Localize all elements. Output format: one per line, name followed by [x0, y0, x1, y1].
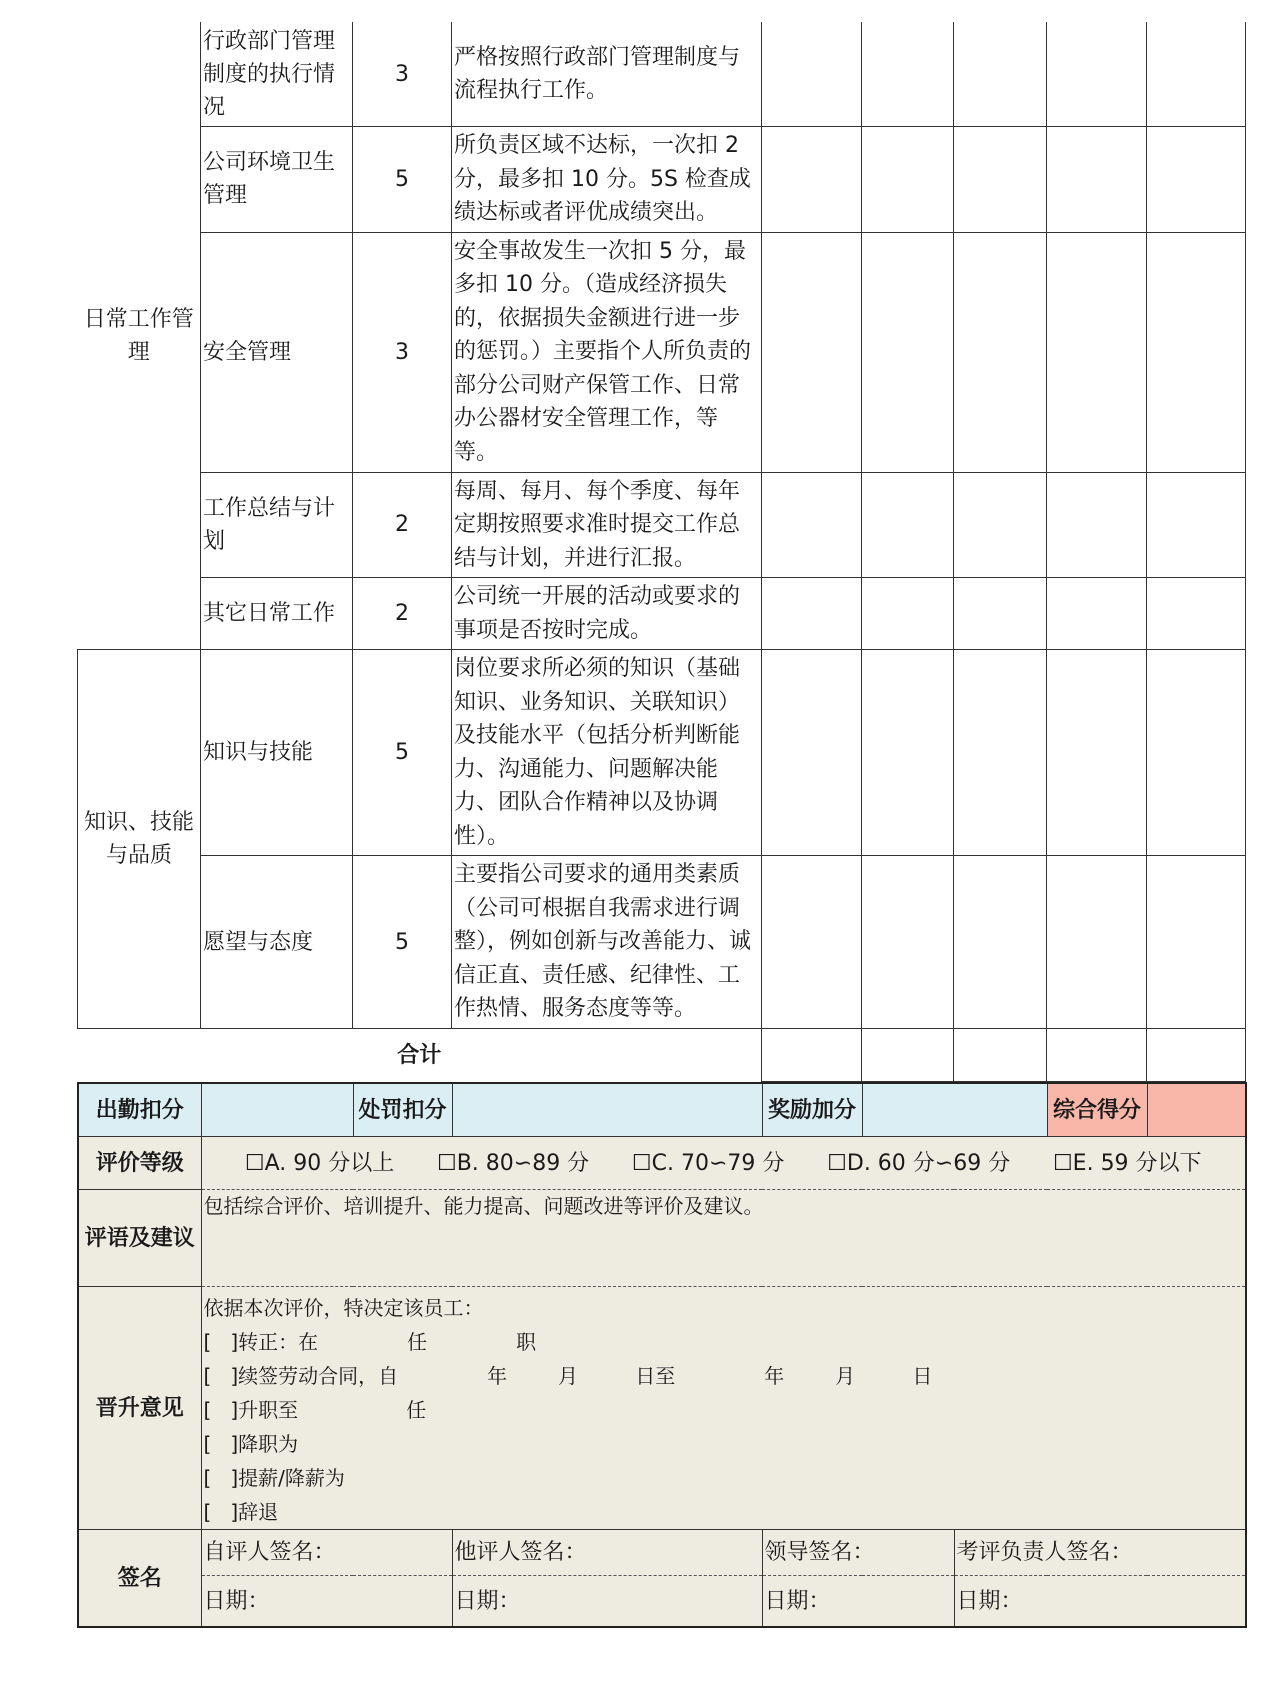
penalty-label: 处罚扣分: [353, 1083, 452, 1137]
item-score: 2: [353, 578, 452, 650]
promotion-option-dismiss[interactable]: [ ]辞退: [203, 1500, 279, 1524]
bonus-value[interactable]: [862, 1083, 1047, 1137]
item-desc: 安全事故发生一次扣 5 分，最多扣 10 分。（造成经济损失的，依据损失金额进行进一步的惩罚。）主要指个人所负责的部分公司财产保管工作、日常办公器材安全管理工作，等等。: [452, 232, 762, 472]
total-row: [78, 1029, 1246, 1082]
promotion-option-salary[interactable]: [ ]提薪/降薪为: [203, 1466, 345, 1490]
table-row: [78, 22, 1246, 127]
table-row: [78, 650, 1246, 856]
leader-sign-field[interactable]: 领导签名：: [762, 1530, 954, 1576]
item-name: 公司环境卫生管理: [201, 127, 353, 233]
score-cell[interactable]: [862, 232, 954, 472]
score-cell[interactable]: [954, 856, 1047, 1029]
item-desc: 公司统一开展的活动或要求的事项是否按时完成。: [452, 578, 762, 650]
item-name: 愿望与态度: [201, 856, 353, 1029]
total-cell[interactable]: [862, 1029, 954, 1082]
score-cell[interactable]: [862, 472, 954, 578]
grade-option-b[interactable]: ☐B. 80∽89 分: [436, 1150, 590, 1176]
leader-date-field[interactable]: 日期：: [762, 1576, 954, 1628]
score-cell[interactable]: [1047, 578, 1147, 650]
comments-hint: 包括综合评价、培训提升、能力提高、问题改进等评价及建议。: [203, 1194, 764, 1218]
grade-option-a[interactable]: ☐A. 90 分以上: [244, 1150, 395, 1176]
promotion-field: [201, 1287, 1246, 1530]
table-row: [78, 232, 1246, 472]
date-row: [78, 1576, 1246, 1628]
item-desc: 岗位要求所必须的知识（基础知识、业务知识、关联知识）及技能水平（包括分析判断能力、沟通能力、问题解决能力、团队合作精神以及协调性）。: [452, 650, 762, 856]
evaluation-table: [77, 22, 1246, 1082]
score-cell[interactable]: [954, 472, 1047, 578]
grade-row: [78, 1137, 1246, 1190]
item-score: 2: [353, 472, 452, 578]
category-daily: 日常工作管理: [78, 22, 201, 650]
score-cell[interactable]: [862, 578, 954, 650]
table-row: [78, 127, 1246, 233]
score-cell[interactable]: [762, 22, 862, 127]
comments-field[interactable]: [201, 1190, 1246, 1287]
item-name: 工作总结与计划: [201, 472, 353, 578]
score-cell[interactable]: [1047, 22, 1147, 127]
score-cell[interactable]: [1147, 127, 1246, 233]
score-cell[interactable]: [762, 472, 862, 578]
score-cell[interactable]: [1147, 856, 1246, 1029]
score-cell[interactable]: [954, 22, 1047, 127]
grade-option-c[interactable]: ☐C. 70∽79 分: [631, 1150, 785, 1176]
summary-table: [77, 1082, 1247, 1628]
overall-label: 综合得分: [1047, 1083, 1147, 1137]
attendance-value[interactable]: [201, 1083, 353, 1137]
score-cell[interactable]: [1047, 232, 1147, 472]
score-cell[interactable]: [1047, 856, 1147, 1029]
total-cell[interactable]: [1147, 1029, 1246, 1082]
table-row: [78, 578, 1246, 650]
score-cell[interactable]: [1147, 22, 1246, 127]
score-cell[interactable]: [1147, 578, 1246, 650]
item-name: 知识与技能: [201, 650, 353, 856]
other-date-field[interactable]: 日期：: [452, 1576, 762, 1628]
total-cell[interactable]: [954, 1029, 1047, 1082]
score-cell[interactable]: [1147, 472, 1246, 578]
promotion-option-demote[interactable]: [ ]降职为: [203, 1432, 299, 1456]
total-cell[interactable]: [762, 1029, 862, 1082]
score-cell[interactable]: [762, 856, 862, 1029]
item-name: 行政部门管理制度的执行情况: [201, 22, 353, 127]
score-cell[interactable]: [1047, 127, 1147, 233]
score-cell[interactable]: [762, 232, 862, 472]
table-row: [78, 472, 1246, 578]
promotion-option-confirm[interactable]: [ ]转正：在 任 职: [203, 1330, 537, 1354]
grade-label: 评价等级: [78, 1137, 201, 1190]
promotion-option-promote[interactable]: [ ]升职至 任: [203, 1398, 427, 1422]
attendance-label: 出勤扣分: [78, 1083, 201, 1137]
score-cell[interactable]: [954, 578, 1047, 650]
item-score: 3: [353, 22, 452, 127]
score-cell[interactable]: [954, 650, 1047, 856]
score-cell[interactable]: [1147, 232, 1246, 472]
table-row: [78, 856, 1246, 1029]
comments-label: 评语及建议: [78, 1190, 201, 1287]
score-cell[interactable]: [762, 578, 862, 650]
item-score: 3: [353, 232, 452, 472]
comments-row: [78, 1190, 1246, 1287]
grade-option-e[interactable]: ☐E. 59 分以下: [1052, 1150, 1202, 1176]
item-score: 5: [353, 127, 452, 233]
appraisal-form: [77, 22, 1245, 1628]
grade-options: [201, 1137, 1246, 1190]
score-cell[interactable]: [862, 127, 954, 233]
score-cell[interactable]: [954, 232, 1047, 472]
score-cell[interactable]: [862, 650, 954, 856]
item-desc: 主要指公司要求的通用类素质（公司可根据自我需求进行调整），例如创新与改善能力、诚信正直、责任感、纪律性、工作热情、服务态度等等。: [452, 856, 762, 1029]
total-label: 合计: [78, 1029, 762, 1082]
reviewer-date-field[interactable]: 日期：: [954, 1576, 1246, 1628]
score-cell[interactable]: [762, 650, 862, 856]
promotion-option-renew[interactable]: [ ]续签劳动合同，自 年 月 日至 年 月 日: [203, 1364, 933, 1388]
promotion-line: 依据本次评价，特决定该员工：: [203, 1296, 484, 1320]
summary-row: [78, 1083, 1246, 1137]
item-score: 5: [353, 650, 452, 856]
score-cell[interactable]: [762, 127, 862, 233]
self-date-field[interactable]: 日期：: [201, 1576, 452, 1628]
self-sign-field[interactable]: 自评人签名：: [201, 1530, 452, 1576]
score-cell[interactable]: [954, 127, 1047, 233]
item-desc: 严格按照行政部门管理制度与流程执行工作。: [452, 22, 762, 127]
sign-label: 签名: [78, 1530, 201, 1628]
promotion-label: 晋升意见: [78, 1287, 201, 1530]
score-cell[interactable]: [862, 22, 954, 127]
score-cell[interactable]: [862, 856, 954, 1029]
bonus-label: 奖励加分: [762, 1083, 862, 1137]
overall-value[interactable]: [1147, 1083, 1246, 1137]
sign-row: [78, 1530, 1246, 1576]
item-name: 安全管理: [201, 232, 353, 472]
reviewer-sign-field[interactable]: 考评负责人签名：: [954, 1530, 1246, 1576]
item-desc: 每周、每月、每个季度、每年定期按照要求准时提交工作总结与计划，并进行汇报。: [452, 472, 762, 578]
item-desc: 所负责区域不达标，一次扣 2 分，最多扣 10 分。5S 检查成绩达标或者评优成绩突出。: [452, 127, 762, 233]
promotion-row: [78, 1287, 1246, 1530]
grade-option-d[interactable]: ☐D. 60 分∽69 分: [827, 1150, 1011, 1176]
penalty-value[interactable]: [452, 1083, 762, 1137]
item-name: 其它日常工作: [201, 578, 353, 650]
score-cell[interactable]: [1147, 650, 1246, 856]
category-knowledge: 知识、技能与品质: [78, 650, 201, 1029]
item-score: 5: [353, 856, 452, 1029]
score-cell[interactable]: [1047, 650, 1147, 856]
other-sign-field[interactable]: 他评人签名：: [452, 1530, 762, 1576]
total-cell[interactable]: [1047, 1029, 1147, 1082]
score-cell[interactable]: [1047, 472, 1147, 578]
